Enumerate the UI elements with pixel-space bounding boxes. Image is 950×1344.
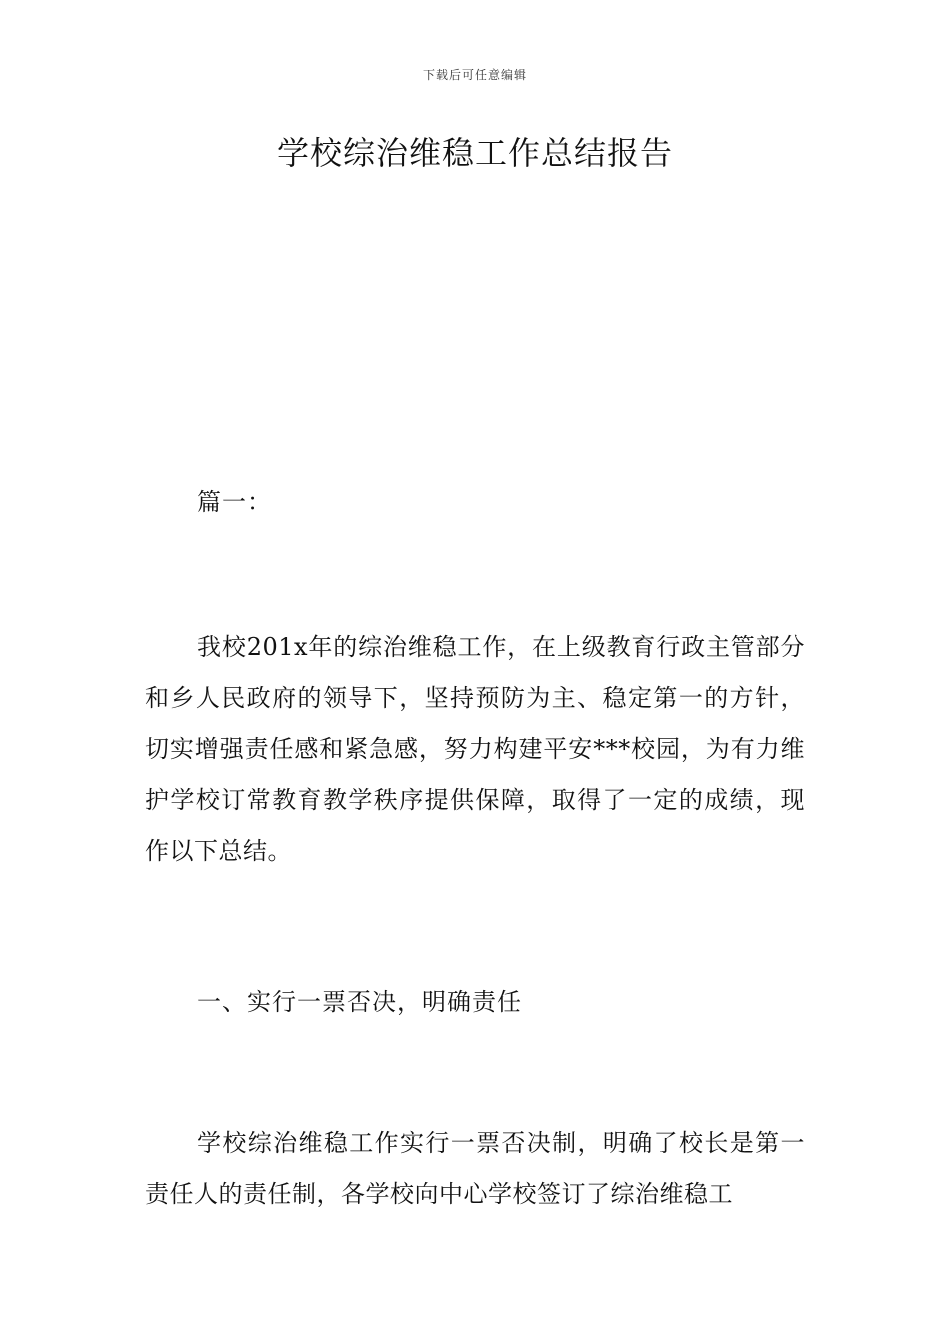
header-note: 下载后可任意编辑 (422, 68, 527, 82)
body-paragraph: 学校综治维稳工作实行一票否决制，明确了校长是第一责任人的责任制，各学校向中心学校签订了综治维稳工 (145, 1129, 805, 1208)
body-paragraph: 我校201x年的综治维稳工作，在上级教育行政主管部分和乡人民政府的领导下，坚持预防为主、稳定第一的方针，切实增强责任感和紧急感，努力构建平安***校园，为有力维护学校订常教育教学秩序提供保障，取得了一定的成绩，现作以下总结。 (145, 633, 805, 865)
section-heading: 一、实行一票否决，明确责任 (197, 988, 522, 1016)
document-title: 学校综治维稳工作总结报告 (276, 134, 673, 172)
section-label: 篇一： (197, 488, 272, 516)
